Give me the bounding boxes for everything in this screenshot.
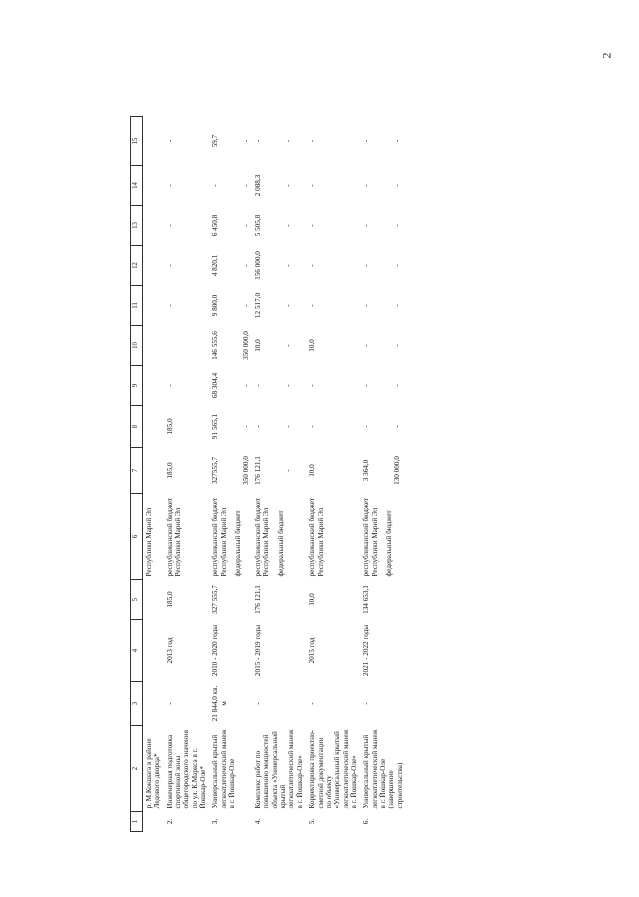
cell-line: - — [362, 425, 371, 428]
cell-line: республиканский бюджет Республики Марий Эл — [308, 497, 325, 577]
cell-line: - — [308, 224, 317, 227]
row-number: 4. — [254, 818, 263, 825]
cell-line: - — [284, 139, 293, 143]
cell-line: - — [254, 139, 263, 143]
column-header: 11 — [131, 286, 143, 326]
cell-line: - — [392, 184, 401, 187]
total-cost-cell: 134 653,1 — [362, 585, 371, 614]
year-value-cell — [252, 448, 306, 494]
year-value-cell — [306, 286, 360, 326]
cell-line: - — [284, 184, 293, 187]
year-value-cell — [164, 246, 210, 286]
cell-line: 4 820,1 — [211, 254, 220, 277]
cell-line: 10,0 — [308, 339, 317, 352]
table-row — [306, 117, 360, 832]
table-body — [131, 117, 406, 832]
cell-line: 3 364,0 — [362, 459, 371, 482]
cell-line: - — [211, 184, 220, 187]
cell-line: республиканский бюджет Республики Марий Эл — [254, 497, 271, 577]
column-header: 13 — [131, 206, 143, 246]
row-number: 5. — [308, 818, 317, 825]
cell-line: 350 000,0 — [241, 331, 250, 360]
column-header: 12 — [131, 246, 143, 286]
cell-line: 68 304,4 — [211, 372, 220, 399]
year-value-cell — [209, 166, 252, 206]
period-cell: 2013 год — [165, 637, 174, 664]
cell-line: 10,0 — [308, 464, 317, 477]
year-value-cell — [209, 206, 252, 246]
period-cell: 2021 - 2022 годы — [362, 624, 371, 677]
cell-line: - — [284, 425, 293, 428]
object-name: Корректировка проектно-сметной документации по объекту «Универсальный крытый легкоатлетический манеж в г. Йошкар-Оле» — [308, 729, 358, 809]
year-value-cell — [360, 448, 406, 494]
cell-line: - — [284, 469, 293, 472]
cell-line: - — [165, 224, 174, 227]
funding-source-cell — [252, 494, 306, 580]
year-value-cell — [360, 326, 406, 366]
year-value-cell — [252, 326, 306, 366]
year-value-cell — [360, 246, 406, 286]
cell-line: Республики Марий Эл — [145, 507, 153, 577]
cell-line: 185,0 — [165, 418, 174, 435]
capacity-cell: 21 844,0 кв. м — [211, 685, 228, 722]
cell-line: 12 517,0 — [254, 292, 263, 319]
year-value-cell — [360, 366, 406, 406]
cell-line: 327555,7 — [211, 457, 220, 484]
cell-line: - — [308, 139, 317, 143]
cell-line: - — [165, 264, 174, 267]
year-value-cell — [164, 117, 210, 166]
period-cell: 2015 - 2019 годы — [254, 624, 263, 677]
cell-line: 146 555,6 — [211, 331, 220, 360]
cell-line: - — [308, 384, 317, 387]
cell-line: - — [362, 139, 371, 143]
cell-line: - — [284, 344, 293, 347]
cell-line: - — [308, 264, 317, 267]
year-value-cell — [360, 166, 406, 206]
year-value-cell — [306, 366, 360, 406]
year-value-cell — [209, 286, 252, 326]
year-value-cell — [143, 448, 164, 494]
year-value-cell — [143, 117, 164, 166]
total-cost-cell: 176 121,1 — [254, 585, 263, 614]
funding-source-cell — [360, 494, 406, 580]
cell-line: 6 450,8 — [211, 214, 220, 237]
cell-line: - — [392, 224, 401, 227]
total-cost-cell: 327 555,7 — [211, 585, 220, 614]
funding-source-cell — [164, 494, 210, 580]
cell-line: 350 000,0 — [241, 456, 250, 485]
column-header: 2 — [131, 726, 143, 812]
cell-line: 156 000,0 — [254, 251, 263, 280]
year-value-cell — [143, 246, 164, 286]
year-value-cell — [209, 117, 252, 166]
cell-line: - — [392, 384, 401, 387]
year-value-cell — [143, 366, 164, 406]
year-value-cell — [306, 117, 360, 166]
year-value-cell — [209, 326, 252, 366]
cell-line: - — [241, 304, 250, 307]
table-row — [252, 117, 306, 832]
year-value-cell — [252, 286, 306, 326]
year-value-cell — [252, 117, 306, 166]
year-value-cell — [209, 366, 252, 406]
funding-source-cell — [209, 494, 252, 580]
year-value-cell — [143, 326, 164, 366]
year-value-cell — [306, 166, 360, 206]
column-header: 7 — [131, 448, 143, 494]
year-value-cell — [143, 286, 164, 326]
object-name: р. М.Кокшага в районе Ледового дворца* — [145, 738, 162, 809]
year-value-cell — [164, 448, 210, 494]
cell-line: - — [284, 304, 293, 307]
row-number: 2. — [165, 818, 174, 825]
year-value-cell — [252, 166, 306, 206]
year-value-cell — [306, 326, 360, 366]
cell-line: - — [308, 425, 317, 428]
cell-line: 9 800,0 — [211, 294, 220, 317]
year-value-cell — [252, 206, 306, 246]
cell-line: - — [362, 224, 371, 227]
column-header: 15 — [131, 117, 143, 166]
column-header: 6 — [131, 494, 143, 580]
cell-line: - — [254, 384, 263, 387]
cell-line: федеральный бюджет — [234, 510, 243, 577]
year-value-cell — [164, 286, 210, 326]
year-value-cell — [360, 117, 406, 166]
cell-line: республиканский бюджет Республики Марий Эл — [211, 497, 228, 577]
period-cell: 2015 год — [308, 637, 317, 664]
period-cell: 2010 - 2020 годы — [211, 624, 220, 677]
rotated-table-container — [130, 117, 621, 832]
cell-line: - — [241, 384, 250, 387]
year-value-cell — [360, 286, 406, 326]
row-number: 6. — [362, 818, 371, 825]
cell-line: - — [241, 425, 250, 428]
capacity-cell: - — [362, 702, 371, 705]
cell-line: республиканский бюджет Республики Марий Эл — [165, 497, 183, 577]
cell-line: 10,0 — [254, 339, 263, 352]
cell-line: - — [392, 425, 401, 428]
cell-line: - — [362, 264, 371, 267]
year-value-cell — [143, 406, 164, 448]
total-cost-cell — [143, 580, 164, 620]
cell-line: - — [165, 304, 174, 307]
column-header: 3 — [131, 682, 143, 726]
period-cell — [143, 620, 164, 682]
year-value-cell — [252, 246, 306, 286]
year-value-cell — [306, 448, 360, 494]
page-number: 2 — [599, 52, 614, 59]
year-value-cell — [306, 206, 360, 246]
column-header: 9 — [131, 366, 143, 406]
cell-line: 91 565,1 — [211, 413, 220, 440]
year-value-cell — [306, 246, 360, 286]
year-value-cell — [306, 406, 360, 448]
year-value-cell — [209, 448, 252, 494]
object-name: Инженерная подготовка спортивной зоны общегородского значения по ул. К.Маркса в г. Йошкар-Оле* — [165, 730, 208, 809]
object-name: Комплекс работ по повышению мощностей объекта «Универсальный крытый легкоатлетический манеж в г. Йошкар-Оле» — [254, 729, 304, 809]
cell-line: федеральный бюджет — [384, 510, 393, 577]
year-value-cell — [252, 406, 306, 448]
total-cost-cell: 10,0 — [308, 593, 317, 606]
cell-line: - — [308, 304, 317, 307]
year-value-cell — [143, 206, 164, 246]
cell-line: - — [284, 384, 293, 387]
cell-line: 2 088,3 — [254, 174, 263, 197]
column-header: 8 — [131, 406, 143, 448]
cell-line: - — [165, 139, 174, 143]
header-row — [131, 117, 143, 832]
cell-line: - — [392, 139, 401, 143]
row-number: 3. — [211, 818, 220, 825]
funding-source-cell — [143, 494, 164, 580]
column-header: 5 — [131, 580, 143, 620]
cell-line: 59,7 — [211, 134, 220, 148]
table-row — [143, 117, 164, 832]
object-name: Универсальный крытый легкоатлетический манеж в г. Йошкар-Оле (завершение строительства) — [362, 729, 404, 809]
cell-line: - — [392, 344, 401, 347]
year-value-cell — [164, 166, 210, 206]
cell-line: - — [362, 304, 371, 307]
column-header: 1 — [131, 812, 143, 832]
cell-line: - — [241, 184, 250, 187]
row-number — [143, 812, 164, 832]
object-name: Универсальный крытый легкоатлетический манеж в г. Йошкар-Оле — [211, 729, 237, 809]
cell-line: - — [284, 264, 293, 267]
year-value-cell — [360, 206, 406, 246]
capacity-cell: - — [165, 702, 174, 705]
cell-line: - — [362, 184, 371, 187]
year-value-cell — [143, 166, 164, 206]
cell-line: - — [165, 384, 174, 387]
funding-source-cell — [306, 494, 360, 580]
cell-line: - — [284, 224, 293, 227]
year-value-cell — [164, 326, 210, 366]
year-value-cell — [252, 366, 306, 406]
year-value-cell — [164, 366, 210, 406]
capacity-cell — [143, 682, 164, 726]
cell-line: республиканский бюджет Республики Марий Эл — [362, 497, 379, 577]
cell-line: - — [241, 139, 250, 143]
cell-line: - — [254, 425, 263, 428]
column-header: 14 — [131, 166, 143, 206]
table-row — [360, 117, 406, 832]
cell-line: 130 000,0 — [392, 456, 401, 485]
cell-line: - — [392, 264, 401, 267]
column-header: 4 — [131, 620, 143, 682]
cell-line: - — [308, 184, 317, 187]
cell-line: - — [165, 184, 174, 187]
year-value-cell — [164, 406, 210, 448]
cell-line: федеральный бюджет — [276, 510, 285, 577]
year-value-cell — [209, 406, 252, 448]
cell-line: 5 505,8 — [254, 214, 263, 237]
table-row — [209, 117, 252, 832]
cell-line: - — [362, 384, 371, 387]
investment-table — [130, 116, 406, 832]
cell-line: - — [392, 304, 401, 307]
table-row — [164, 117, 210, 832]
cell-line: - — [362, 344, 371, 347]
year-value-cell — [360, 406, 406, 448]
year-value-cell — [209, 246, 252, 286]
cell-line: - — [241, 224, 250, 227]
cell-line: 185,0 — [165, 462, 174, 479]
capacity-cell: - — [308, 702, 317, 705]
year-value-cell — [164, 206, 210, 246]
total-cost-cell: 185,0 — [165, 591, 174, 608]
column-header: 10 — [131, 326, 143, 366]
cell-line: - — [241, 264, 250, 267]
capacity-cell: - — [254, 702, 263, 705]
cell-line: 176 121,1 — [254, 456, 263, 485]
